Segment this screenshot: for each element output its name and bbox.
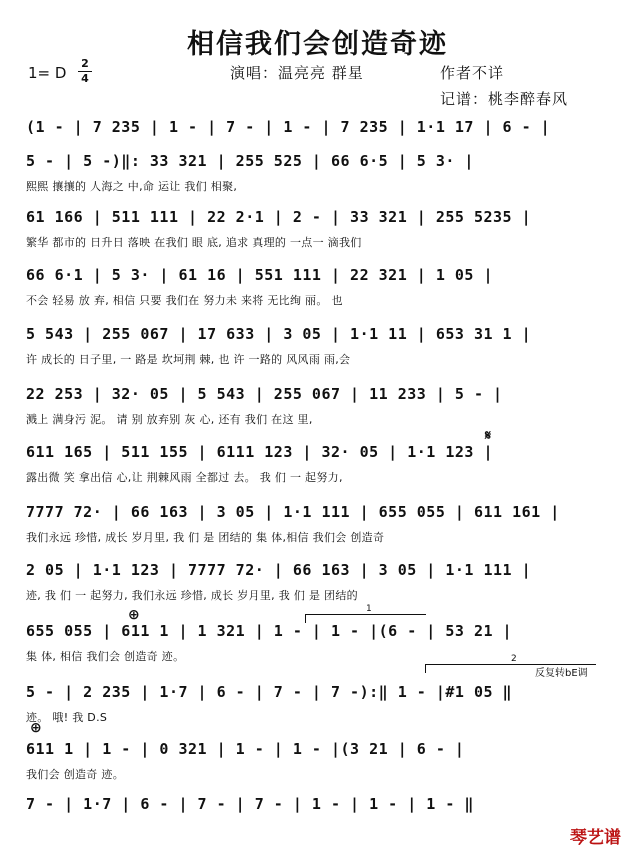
page-title: 相信我们会创造奇迹: [187, 29, 448, 60]
lyrics-row: 溅上 满身污 泥。 请 别 放弃别 灰 心, 还有 我们 在这 里,: [26, 413, 313, 426]
lyrics-row: 我们会 创造奇 迹。: [26, 768, 124, 781]
notation-row: 611 165 | 511 155 | 6111 123 | 32· 05 | 1·1 123 |: [26, 443, 494, 461]
notation-row: 22 253 | 32· 05 | 5 543 | 255 067 | 11 233 | 5 - |: [26, 385, 503, 403]
notation-row: (1 - | 7 235 | 1 - | 7 - | 1 - | 7 235 | 1·1 17 | 6 - |: [26, 118, 551, 136]
lyrics-row: 露出微 笑 拿出信 心,让 荆棘风雨 全都过 去。 我 们 一 起努力,: [26, 471, 343, 484]
meter-bottom: 4: [81, 72, 89, 85]
lyrics-row: 集 体, 相信 我们会 创造奇 迹。: [26, 650, 185, 663]
notation-row: 655 055 | 611 1 | 1 321 | 1 - | 1 - |(6 - | 53 21 |: [26, 622, 513, 640]
lyrics-row: 迹, 我 们 一 起努力, 我们永远 珍惜, 成长 岁月里, 我 们 是 团结的: [26, 589, 358, 602]
notation-row: 5 543 | 255 067 | 17 633 | 3 05 | 1·1 11 | 653 31 1 |: [26, 325, 532, 343]
modulation-note: 反复转bE调: [535, 668, 588, 679]
lyrics-row: 迹。 哦! 我 D.S: [26, 711, 108, 724]
notation-row: 2 05 | 1·1 123 | 7777 72· | 66 163 | 3 05 | 1·1 111 |: [26, 561, 532, 579]
notation-row: 5 - | 2 235 | 1·7 | 6 - | 7 - | 7 -):‖ 1 - |#1 05 ‖: [26, 683, 513, 701]
singer-credit: 演唱：温亮亮 群星: [230, 64, 364, 82]
lyrics-row: [26, 821, 609, 839]
notation-row: 611 1 | 1 - | 0 321 | 1 - | 1 - |(3 21 | 6 - |: [26, 740, 465, 758]
lyrics-row: 我们永远 珍惜, 成长 岁月里, 我 们 是 团结的 集 体,相信 我们会 创造奇: [26, 531, 385, 544]
coda-mark: ⊕: [128, 607, 140, 623]
volta-number-1: 1: [366, 604, 372, 614]
lyrics-row: 繁华 都市的 日升日 落映 在我们 眼 底, 追求 真理的 一点一 滴我们: [26, 236, 362, 249]
volta-number-2: 2: [511, 654, 517, 664]
key-signature: 1= D: [28, 64, 67, 82]
transcriber-credit: 记谱：桃李醉春风: [440, 90, 569, 108]
notation-row: 7777 72· | 66 163 | 3 05 | 1·1 111 | 655 055 | 611 161 |: [26, 503, 560, 521]
meter-top: 2: [81, 57, 89, 70]
notation-row: 5 - | 5 -)‖: 33 321 | 255 525 | 66 6·5 | 5 3· |: [26, 152, 474, 170]
lyrics-row: 不会 轻易 放 弃, 相信 只要 我们在 努力未 来将 无比绚 丽。 也: [26, 294, 343, 307]
notation-row: 7 - | 1·7 | 6 - | 7 - | 7 - | 1 - | 1 - | 1 - ‖: [26, 795, 474, 813]
coda-mark-2: ⊕: [30, 720, 42, 736]
lyrics-row: 许 成长的 日子里, 一 路是 坎坷荆 棘, 也 许 一路的 风风雨 雨,会: [26, 353, 351, 366]
lyrics-row: 熙熙 攘攘的 人海之 中,命 运让 我们 相聚,: [26, 180, 238, 193]
segno-mark: 𝄋: [485, 428, 492, 444]
notation-row: 61 166 | 511 111 | 22 2·1 | 2 - | 33 321 | 255 5235 |: [26, 208, 532, 226]
time-signature: [78, 58, 92, 85]
volta-bracket-1: [305, 604, 426, 623]
composer-credit: 作者不详: [440, 64, 505, 82]
watermark-logo: 琴艺谱: [570, 828, 621, 848]
notation-row: 66 6·1 | 5 3· | 61 16 | 551 111 | 22 321 | 1 05 |: [26, 266, 494, 284]
